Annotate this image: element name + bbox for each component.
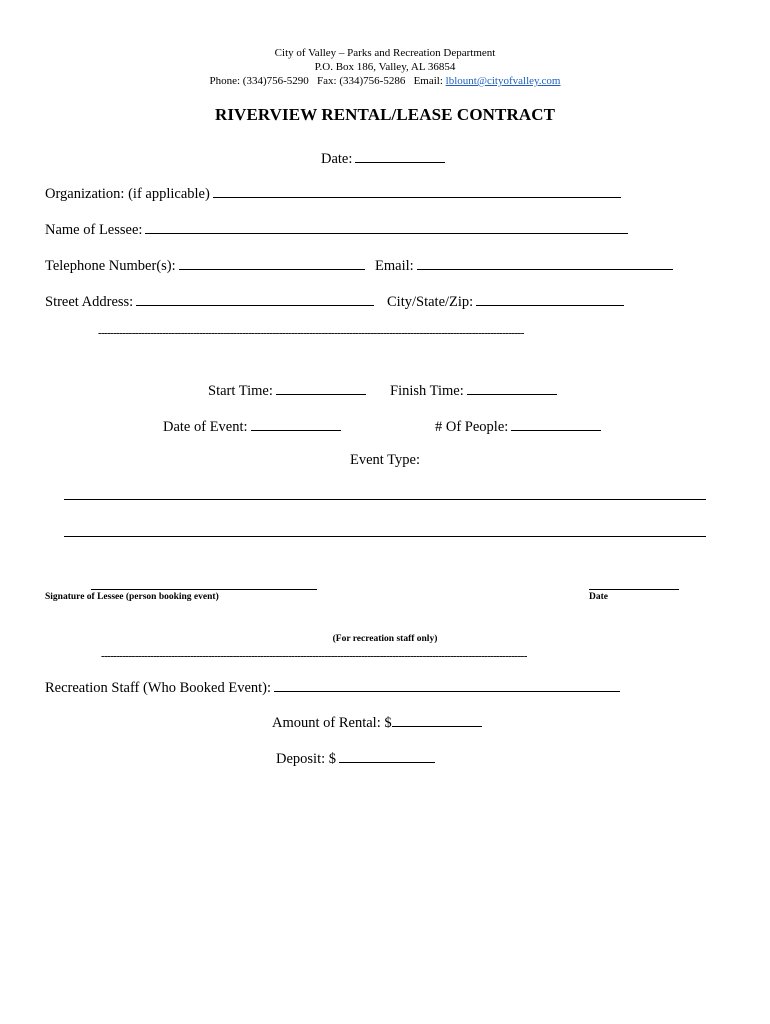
event-type-line-2[interactable] <box>64 536 706 537</box>
staff-only-note: (For recreation staff only) <box>332 634 438 644</box>
date-field <box>321 148 445 168</box>
staff-booked-label: Recreation Staff (Who Booked Event): <box>45 680 272 696</box>
rental-amount-blank[interactable] <box>392 712 482 727</box>
mailing-address: P.O. Box 186, Valley, AL 36854 <box>314 61 456 73</box>
date-of-event-blank[interactable] <box>251 416 341 431</box>
phone-fax-text: Phone: (334)756-5290 Fax: (334)756-5286 Email: <box>209 75 446 87</box>
rental-amount-label: Amount of Rental: $ <box>272 715 392 731</box>
page-title: RIVERVIEW RENTAL/LEASE CONTRACT <box>214 105 556 124</box>
date-blank[interactable] <box>355 148 445 163</box>
lessee-name-label: Name of Lessee: <box>45 222 143 238</box>
num-people-label: # Of People: <box>435 419 509 435</box>
lessee-name-field <box>45 219 628 239</box>
signature-date-line[interactable] <box>589 589 679 590</box>
deposit-field <box>276 748 435 768</box>
organization-blank[interactable] <box>213 183 621 198</box>
deposit-blank[interactable] <box>339 748 435 763</box>
city-state-zip-label: City/State/Zip: <box>387 294 474 310</box>
deposit-label: Deposit: $ <box>276 751 337 767</box>
event-type-label: Event Type: <box>350 452 420 468</box>
num-people-blank[interactable] <box>511 416 601 431</box>
telephone-label: Telephone Number(s): <box>45 258 176 274</box>
rental-amount-field <box>272 712 482 732</box>
event-type-line-1[interactable] <box>64 499 706 500</box>
date-label: Date: <box>321 151 353 167</box>
street-blank[interactable] <box>136 291 374 306</box>
street-label: Street Address: <box>45 294 134 310</box>
num-people-field <box>435 416 601 436</box>
street-field <box>45 291 374 311</box>
email-link[interactable]: lblount@cityofvalley.com <box>445 75 561 87</box>
contact-line <box>0 74 770 88</box>
city-state-zip-blank[interactable] <box>476 291 624 306</box>
date-of-event-label: Date of Event: <box>163 419 248 435</box>
finish-time-field <box>390 380 557 400</box>
signature-date-label: Date <box>589 592 608 602</box>
department-name: City of Valley – Parks and Recreation Department <box>274 47 496 59</box>
separator-line: ------------------------------------------------------------------------------------------------------------------------------------------- <box>98 327 524 339</box>
start-time-label: Start Time: <box>208 383 273 399</box>
organization-label: Organization: (if applicable) <box>45 186 210 202</box>
start-time-field <box>208 380 366 400</box>
email-blank[interactable] <box>417 255 673 270</box>
telephone-blank[interactable] <box>179 255 365 270</box>
finish-time-label: Finish Time: <box>390 383 464 399</box>
email-label: Email: <box>375 258 414 274</box>
lessee-name-blank[interactable] <box>145 219 628 234</box>
start-time-blank[interactable] <box>276 380 366 395</box>
signature-label: Signature of Lessee (person booking event) <box>45 592 219 602</box>
finish-time-blank[interactable] <box>467 380 557 395</box>
city-state-zip-field <box>387 291 624 311</box>
email-field <box>375 255 673 275</box>
date-of-event-field <box>163 416 341 436</box>
organization-field <box>45 183 621 203</box>
telephone-field <box>45 255 365 275</box>
signature-line[interactable] <box>91 589 317 590</box>
staff-separator-line: ------------------------------------------------------------------------------------------------------------------------------------------- <box>101 650 527 662</box>
staff-booked-field <box>45 677 620 697</box>
staff-booked-blank[interactable] <box>274 677 620 692</box>
